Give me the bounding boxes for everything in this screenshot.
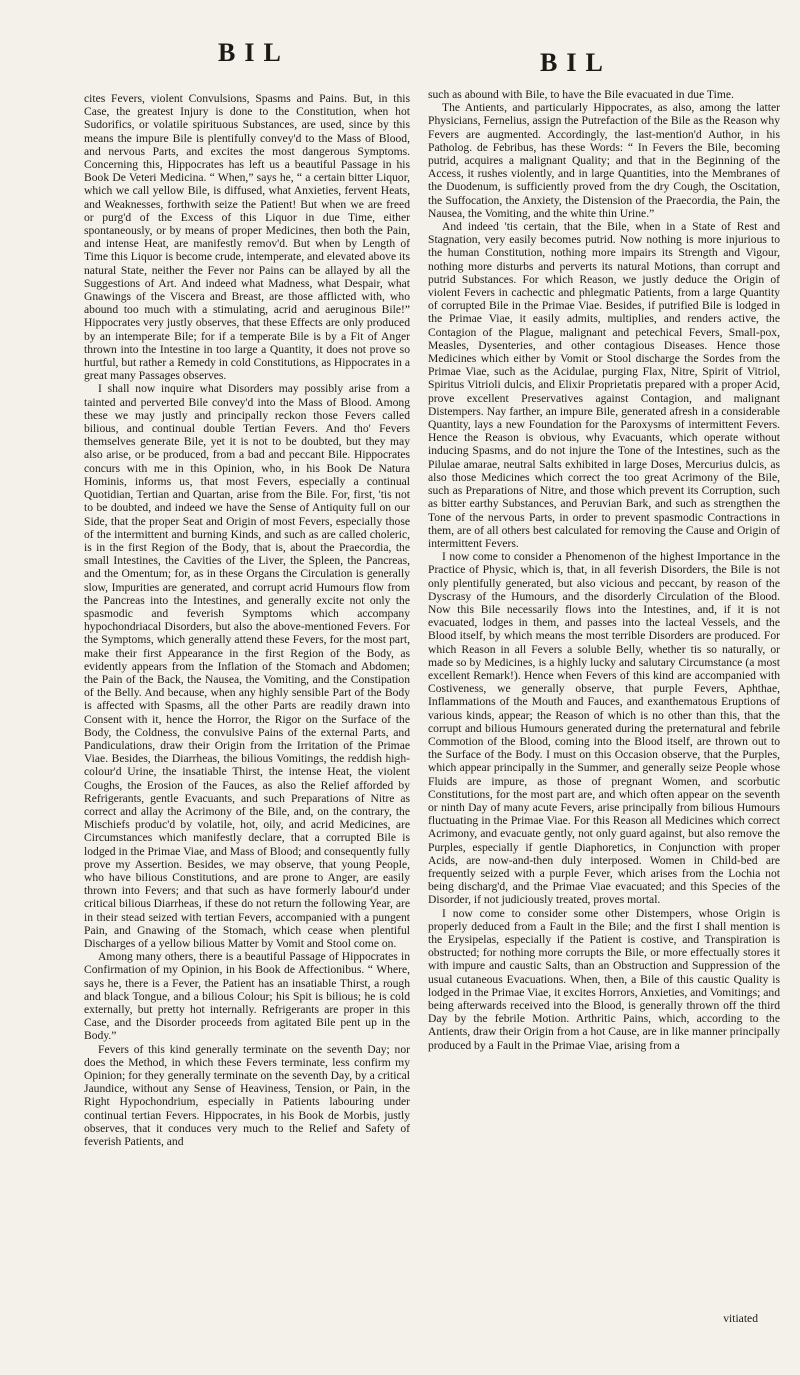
paragraph: Fevers of this kind generally terminate on the seventh Day; nor does the Method, in which these Fevers terminate, less confirm my Opinion; for they generally terminate on the seventh Day, by a critical Jaundice, without any Sense of Heaviness, Tension, or Pain, in the Right Hypochondrium, especially in Patients labouring under continual tertian Fevers. Hippocrates, in his Book de Morbis, justly observes, that it conduces very much to the Relief and Safety of feverish Patients, and bbox=[84, 1042, 410, 1149]
running-head-right: BIL bbox=[540, 48, 612, 77]
right-text-column bbox=[428, 88, 780, 1052]
left-text-column bbox=[84, 92, 410, 1148]
paragraph: cites Fevers, violent Convulsions, Spasms and Pains. But, in this Case, the greatest Injury is done to the Constitution, when hot Sudorifics, or volatile spirituous Substances, are used, since by this means the impure Bile is plentifully convey'd to the Mass of Blood, and nervous Parts, and excites the most dangerous Symptoms. Concerning this, Hippocrates has left us a beautiful Passage in his Book De Veteri Medicina. “ When,” says he, “ a certain bitter Liquor, which we call yellow Bile, is diffused, what Anxieties, fervent Heats, and Weaknesses, forthwith seize the Patient! But when we are freed or purg'd of the Excess of this Liquor in due Time, either spontaneously, or by means of proper Medicines, then both the Pain, and intense Heat, are manifestly remov'd. But when by Length of Time this Liquor is become crude, intemperate, and elevated above its natural State, neither the Fever nor Pains can be allayed by all the Suggestions of Art. And indeed what Madness, what Despair, what Gnawings of the Viscera and Breast, are those afflicted with, who abound too much with a stimulating, acrid and aeruginous Bile!” Hippocrates very justly observes, that these Effects are only produced by an intemperate Bile; for if a temperate Bile is by a Fit of Anger thrown into the Intestine in too large a Quantity, it does not prove so hurtful, but rather a Remedy in cold Constitutions, as Hippocrates in a great many Passages observes. bbox=[84, 92, 410, 383]
paragraph: such as abound with Bile, to have the Bile evacuated in due Time. bbox=[428, 88, 734, 101]
paragraph: I now come to consider some other Distempers, whose Origin is properly deduced from a Fault in the Bile; and the first I shall mention is the Erysipelas, especially if the Patient is costive, and Transpiration is obstructed; for nothing more corrupts the Bile, or more effectually stores it with impure and caustic Salts, than an Obstruction and Suppression of the usual cutaneous Evacuations. When, then, a Bile of this caustic Quality is lodged in the Primae Viae, it excites Horrors, Anxieties, and Vomitings; and being afterwards received into the Blood, is generally thrown off the third Day by the febrile Motion. Arthritic Pains, which, according to the Antients, draw their Origin from a hot Cause, are in like manner principally produced by a Fault in the Primae Viae, arising from a bbox=[428, 906, 780, 1052]
paragraph: The Antients, and particularly Hippocrates, as also, among the latter Physicians, Fernelius, assign the Putrefaction of the Bile as the Reason why Fevers are augmented. Accordingly, the last-mention'd Author, in his Patholog. de Febribus, has these Words: “ In Fevers the Bile, becoming putrid, acquires a malignant Quality; and that in the Beginning of the Access, it rushes violently, and in large Quantities, into the Membranes of the Duodenum, is sufficiently proved from the dry Cough, the Oscitation, the Suffocation, the Anxiety, the Distension of the Praecordia, the Pain, the Nausea, the Vomiting, and the white thin Urine.” bbox=[428, 101, 780, 220]
paragraph: I now come to consider a Phenomenon of the highest Importance in the Practice of Physic, which is, that, in all feverish Disorders, the Bile is not only plentifully generated, but also vicious and peccant, by reason of the Dyscrasy of the Humours, and the disorderly Circulation of the Blood. Now this Bile necessarily flows into the Intestines, and, if it is not evacuated, lodges in them, and passes into the lacteal Vessels, and the Blood itself, by which means the most terrible Disorders are produced. For which Reason in all Fevers a soluble Belly, whether tis so naturally, or made so by Medicines, is a highly lucky and salutary Circumstance (a most excellent Remark!). Hence when Fevers of this kind are accompanied with Costiveness, we generally observe, that purple Fevers, Aphthae, Inflammations of the Mouth and Fauces, and exanthematous Eruptions of various kinds, appear; the Reason of which is no other than this, that the corrupt and bilious Humours generated during the preternatural and febrile Commotion of the Blood, coming into the Blood itself, are thrown out to the Surface of the Body. I must on this Occasion observe, that the Purples, which appear principally in the Summer, and generally seize People whose Fluids are impure, as those of pregnant Women, and scorbutic Constitutions, for the most part are, and which often appear on the seventh or ninth Day of many acute Fevers, arise principally from bilious Humours fluctuating in the Primae Viae. For this Reason all Medicines which correct Acrimony, and evacuate gently, not only guard against, but also remove the Purples, especially if gentle Diaphoretics, in Conjunction with proper Acids, are now-and-then duly interposed. Women in Child-bed are frequently seized with a purple Fever, which arises from the Lochia not being discharg'd, and the Primae Viae evacuated; and this Species of the Disorder, if not judiciously treated, proves mortal. bbox=[428, 550, 780, 907]
paragraph: Among many others, there is a beautiful Passage of Hippocrates in Confirmation of my Opinion, in his Book de Affectionibus. “ Where, says he, there is a Fever, the Patient has an insatiable Thirst, a rough and black Tongue, and a bilious Colour; his Spit is bilious; he is cold externally, but pretty hot internally. Refrigerants are proper in this Case, and the Disorder proceeds from agitated Bile pent up in the Body.” bbox=[84, 950, 410, 1043]
running-head-left: BIL bbox=[218, 38, 290, 67]
paragraph: And indeed 'tis certain, that the Bile, when in a State of Rest and Stagnation, very easily becomes putrid. Now nothing is more injurious to the human Constitution, nothing more impairs its Strength and Vigour, nothing more disturbs and perverts its natural Motions, than corrupt and putrid Substances. For which Reason, we justly deduce the Origin of violent Fevers in cachectic and phlegmatic Patients, from a large Quantity of corrupted Bile in the Primae Viae. Besides, if putrified Bile is lodged in the Primae Viae, it easily admits, multiplies, and renders active, the Contagion of the Plague, malignant and petechical Fevers, Small-pox, Measles, Dysenteries, and other contagious Diseases. Hence those Medicines which either by Vomit or Stool discharge the Sordes from the Primae Viae, such as the Acidulae, purging Flax, Nitre, Spirit of Vitriol, Spiritus Vitrioli dulcis, and Elixir Proprietatis prepared with a proper Acid, prove excellent Preservatives against Contagion, and malignant Distempers. Nay farther, an impure Bile, generated afresh in a considerable Quantity, lays a new Foundation for the Paroxysms of intermittent Fevers. Hence the Reason is obvious, why Evacuants, which operate without inducing Spasms, and do not injure the Tone of the Intestines, such as the Pilulae amarae, neutral Salts exhibited in large Doses, Mercurius dulcis, as also those Medicines which correct the too great Acrimony of the Bile, such as Preparations of Nitre, and those which prevent its Corruption, such as bitter earthy Substances, and Peruvian Bark, and such as strengthen the Tone of the nervous Parts, in order to prevent spasmodic Contractions in them, are of all others best calculated for removing the Cause and Origin of intermittent Fevers. bbox=[428, 220, 780, 550]
catchword: vitiated bbox=[723, 1312, 758, 1325]
paragraph: I shall now inquire what Disorders may possibly arise from a tainted and perverted Bile convey'd into the Mass of Blood. Among these we may justly and principally reckon those Fevers called bilious, and continual double Tertian Fevers. And tho' Fevers themselves generate Bile, yet it is not to be doubted, but they may also arise, or be produced, from a bad and peccant Bile. Hippocrates concurs with me in this Opinion, who, in his Book De Natura Hominis, informs us, that most Fevers, especially a continual Quotidian, Tertian and Quartan, arise from the Bile. For, first, 'tis not to be doubted, and indeed we have the Sense of Antiquity full on our Side, that the proper Seat and Origin of most Fevers, especially those of the intermittent and burning Kinds, and such as are called choleric, is in the first Region of the Body, that is, about the Praecordia, the small Intestines, the Cavities of the Liver, the Spleen, the Pancreas, and the Omentum; for, as in these Organs the Circulation is generally slow, Impurities are generated, and corrupt acrid Humours flow from the Pancreas into the Intestines, and generally excite not only the spasmodic and feverish Symptoms which accompany hypochondriacal Disorders, but also the above-mentioned Fevers. For the Symptoms, which generally attend these Fevers, for the most part, make their first Appearance in the first Region of the Body, as evidently appears from the Inflation of the Stomach and Abdomen; the Pain of the Back, the Nausea, the Vomiting, and the Constipation of the Belly. And because, when any highly sensible Part of the Body is affected with Spasms, all the other Parts are readily drawn into Consent with it, hence the Horror, the Rigor on the Surface of the Body, the Coldness, the convulsive Pains of the external Parts, and Pandiculations, draw their Origin from the Irritation of the Primae Viae. Besides, the Diarrheas, the bilious Vomitings, the reddish high-colour'd Urine, the insatiable Thirst, the intense Heat, the violent Coughs, the Erosion of the Fauces, as also the Relief afforded by Refrigerants, gentle Evacuants, and such Preparations of Nitre as correct and allay the Acrimony of the Bile, and, on the contrary, the Mischiefs produc'd by volatile, hot, oily, and acrid Medicines, are Circumstances which manifestly declare, that a corrupted Bile is lodged in the Primae Viae, and Mass of Blood; and consequently fully prove my Assertion. Besides, we may observe, that young People, who have bilious Constitutions, and are prone to Anger, are easily thrown into Fevers; and that such as have formerly labour'd under critical bilious Diarrheas, if these do not return the following Year, are in their stead seized with tertian Fevers, accompanied with a pungent Pain, and Gnawing of the Stomach, which cease when plentiful Discharges of a yellow bilious Matter by Vomit and Stool come on. bbox=[84, 382, 410, 950]
